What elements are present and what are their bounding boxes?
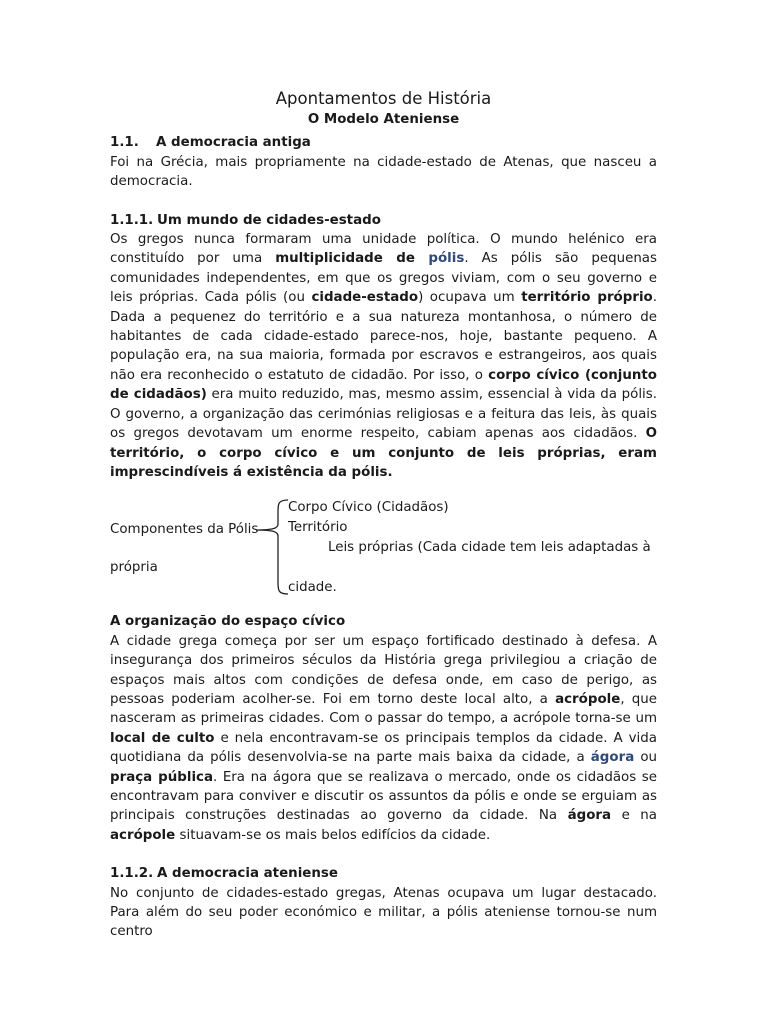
diagram-item: Território — [288, 520, 348, 536]
section-title: A democracia ateniense — [157, 866, 338, 882]
section-number: 1.1. — [110, 135, 139, 151]
brace-icon — [252, 498, 288, 596]
keyword: território próprio — [521, 290, 653, 306]
diagram-item-continuation: própria — [110, 560, 158, 576]
keyword: cidade-estado — [311, 290, 419, 306]
keyword: ágora — [590, 750, 635, 766]
section-number: 1.1.2. — [110, 866, 154, 882]
keyword: acrópole — [110, 827, 176, 843]
keyword: local de culto — [110, 730, 215, 746]
diagram-item: Corpo Cívico (Cidadãos) — [288, 500, 449, 516]
document-page — [110, 88, 657, 942]
section-heading-1-1-1 — [110, 211, 657, 230]
keyword: acrópole — [555, 691, 621, 707]
section-title: A democracia antiga — [156, 135, 311, 151]
diagram-label: Componentes da Pólis — [110, 522, 259, 538]
document-title: Apontamentos de História — [275, 89, 492, 108]
diagram-item-continuation: cidade. — [288, 580, 337, 596]
section-heading-espaco-civico: A organização do espaço cívico — [110, 614, 346, 630]
paragraph: A cidade grega começa por ser um espaço fortificado destinado à defesa. A insegurança dos primeiros séculos da História grega privilegiou a criação de espaços mais altos com condições de defesa onde, em caso de perigo, as pessoas poderiam acolher-se. Foi em torno deste local alto, a acrópole, que nasceram as primeiras cidades. Com o passar do tempo, a acrópole torna-se um local de culto e nela encontravam-se os principais templos da cidade. A vida quotidiana da pólis desenvolvia-se na parte mais baixa da cidade, a ágora ou praça pública. Era na ágora que se realizava o mercado, onde os cidadãos se encontravam para conviver e discutir os assuntos da pólis e onde se erguiam as principais construções destinadas ao governo da cidade. Na ágora e na acrópole situavam-se os mais belos edifícios da cidade. — [110, 633, 657, 843]
polis-components-diagram — [110, 498, 657, 596]
keyword: multiplicidade de — [275, 251, 429, 267]
section-heading-1-1-2 — [110, 864, 657, 883]
section-heading-1-1 — [110, 133, 657, 152]
document-subtitle: O Modelo Ateniense — [307, 112, 460, 127]
keyword: praça pública — [110, 769, 214, 785]
paragraph: Foi na Grécia, mais propriamente na cidade-estado de Atenas, que nasceu a democracia. — [110, 154, 657, 190]
keyword: corpo cívico (conjunto de cidadãos) — [110, 367, 657, 403]
keyword: pólis — [428, 251, 465, 267]
paragraph: No conjunto de cidades-estado gregas, Atenas ocupava um lugar destacado. Para além do seu poder económico e militar, a pólis ateniense tornou-se num centro — [110, 885, 657, 940]
section-number: 1.1.1. — [110, 212, 154, 228]
diagram-item: Leis próprias (Cada cidade tem leis adaptadas à — [328, 540, 651, 556]
paragraph: Os gregos nunca formaram uma unidade política. O mundo helénico era constituído por uma multiplicidade de pólis. As pólis são pequenas comunidades independentes, em que os gregos viviam, com o seu governo e leis próprias. Cada pólis (ou cidade-estado) ocupava um território próprio. Dada a pequenez do território e a sua natureza montanhosa, o número de habitantes de cada cidade-estado parece-nos, hoje, bastante pequeno. A população era, na sua maioria, formada por escravos e estrangeiros, aos quais não era reconhecido o estatuto de cidadão. Por isso, o corpo cívico (conjunto de cidadãos) era muito reduzido, mas, mesmo assim, essencial à vida da pólis. O governo, a organização das cerimónias religiosas e a feitura das leis, às quais os gregos devotavam um enorme respeito, cabiam apenas aos cidadãos. O território, o corpo cívico e um conjunto de leis próprias, eram imprescindíveis á existência da pólis. — [110, 232, 658, 480]
section-title: Um mundo de cidades-estado — [157, 212, 381, 228]
keyword: ágora — [567, 808, 612, 824]
keyword: O território, o corpo cívico e um conjunto de leis próprias, eram imprescindíveis á existência da pólis. — [110, 426, 657, 480]
